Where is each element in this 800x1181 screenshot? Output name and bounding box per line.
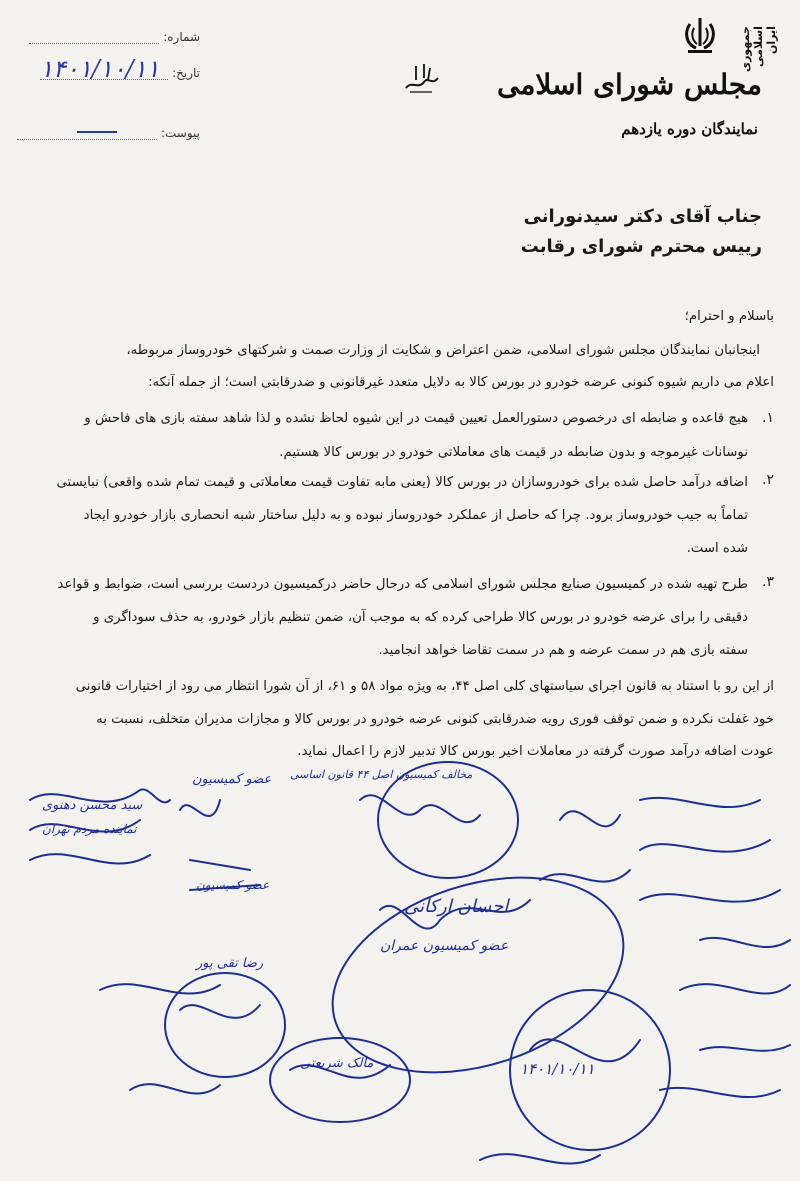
signature-note: نماینده مردم تهران: [42, 822, 137, 836]
basmala-calligraphy: [402, 60, 442, 96]
item-line: اضافه درآمد حاصل شده برای خودروسازان در بورس کالا (یعنی مابه تفاوت قیمت معاملاتی و قیمت تمام شده واقعی) نبایستی: [56, 475, 748, 490]
attachment-label: پیوست:: [160, 126, 200, 140]
date-label: تاریخ:: [172, 66, 200, 80]
signature-note: عضو کمیسیون: [192, 772, 272, 787]
addressee-name: جناب آقای دکتر سیدنورانی: [523, 206, 762, 227]
item-line: سفته بازی هم در سمت عرضه و هم در سمت تقاضا خواهد انجامید.: [378, 643, 748, 658]
date-field: [40, 55, 200, 83]
number-field: [29, 30, 200, 44]
greeting: باسلام و احترام؛: [684, 309, 774, 324]
letterhead-republic: جمهوری اسلامی ایران: [739, 26, 778, 72]
item-line: دقیقی را برای عرضه خودرو در بورس کالا طراحی کرده که به موجب آن، ضمن تنظیم بازار خودرو، به حذف سوداگری و: [93, 610, 748, 625]
date-value: ۱۴۰۱/۱۰/۱۱: [40, 55, 160, 83]
closing-line: عودت اضافه درآمد صورت گرفته در معاملات اخیر بورس کالا تدبیر لازم را اعمال نماید.: [297, 744, 774, 759]
iran-emblem-icon: [678, 16, 722, 56]
closing-line: خود غفلت نکرده و ضمن توقف فوری رویه ضدرقابتی کنونی عرضه خودرو در بورس کالا و مجازات مدیران متخلف، نسبت به: [96, 712, 774, 727]
closing-line: از این رو با استناد به قانون اجرای سیاستهای کلی اصل ۴۴، به ویژه مواد ۵۸ و ۶۱، از آن شورا انتظار می رود از اختیارات قانونی: [75, 679, 774, 694]
signature-note: عضو کمیسیون عمران: [380, 938, 509, 954]
letterhead: [497, 12, 782, 162]
number-label: شماره:: [163, 30, 200, 44]
letterhead-title: مجلس شورای اسلامی: [497, 68, 762, 101]
item-line: شده است.: [686, 541, 748, 556]
letter-meta: [30, 18, 200, 138]
item-number: ۲.: [762, 472, 774, 488]
item-line: نوسانات غیرموجه و بدون ضابطه در قیمت های معاملاتی خودرو در بورس کالا هستیم.: [279, 445, 748, 460]
letterhead-subtitle: نمایندگان دوره یازدهم: [621, 120, 758, 138]
addressee-title: رییس محترم شورای رقابت: [520, 236, 762, 257]
signature-note: مالک شریعتی: [300, 1056, 374, 1071]
intro-line: اینجانبان نمایندگان مجلس شورای اسلامی، ضمن اعتراض و شکایت از وزارت صمت و شرکتهای خودروساز مربوطه،: [126, 343, 760, 358]
signature-note: عضو کمیسیون: [196, 878, 270, 892]
item-line: هیچ قاعده و ضابطه ای درخصوص دستورالعمل تعیین قیمت در این شیوه لحاظ نشده و لذا شاهد سفته بازی های فاحش و: [84, 411, 748, 426]
signature-note: مخالف کمیسیون اصل ۴۴ قانون اساسی: [290, 768, 473, 781]
item-line: طرح تهیه شده در کمیسیون صنایع مجلس شورای اسلامی که درحال حاضر درکمیسیون دردست بررسی است، ضوابط و قواعد: [57, 577, 748, 592]
signatures-area: [0, 760, 800, 1181]
item-number: ۳.: [762, 574, 774, 590]
item-line: تماماً به جیب خودروساز برود. چرا که حاصل از عملکرد خودروساز نبوده و به دلیل ساختار شبه انحصاری بازار خودرو ایجاد: [83, 508, 748, 523]
intro-line: اعلام می داریم شیوه کنونی عرضه خودرو در بورس کالا به دلایل متعدد غیرقانونی و ضدرقابتی است؛ از جمله آنکه:: [148, 375, 774, 390]
signature-note: احسان ارکانی: [404, 896, 509, 917]
signature-note: رضا تقی پور: [196, 956, 264, 971]
signature-note: سید محسن دهنوی: [42, 798, 143, 813]
signature-note: ۱۴۰۱/۱۰/۱۱: [520, 1060, 595, 1078]
item-number: ۱.: [762, 410, 774, 426]
attachment-field: [17, 126, 200, 140]
